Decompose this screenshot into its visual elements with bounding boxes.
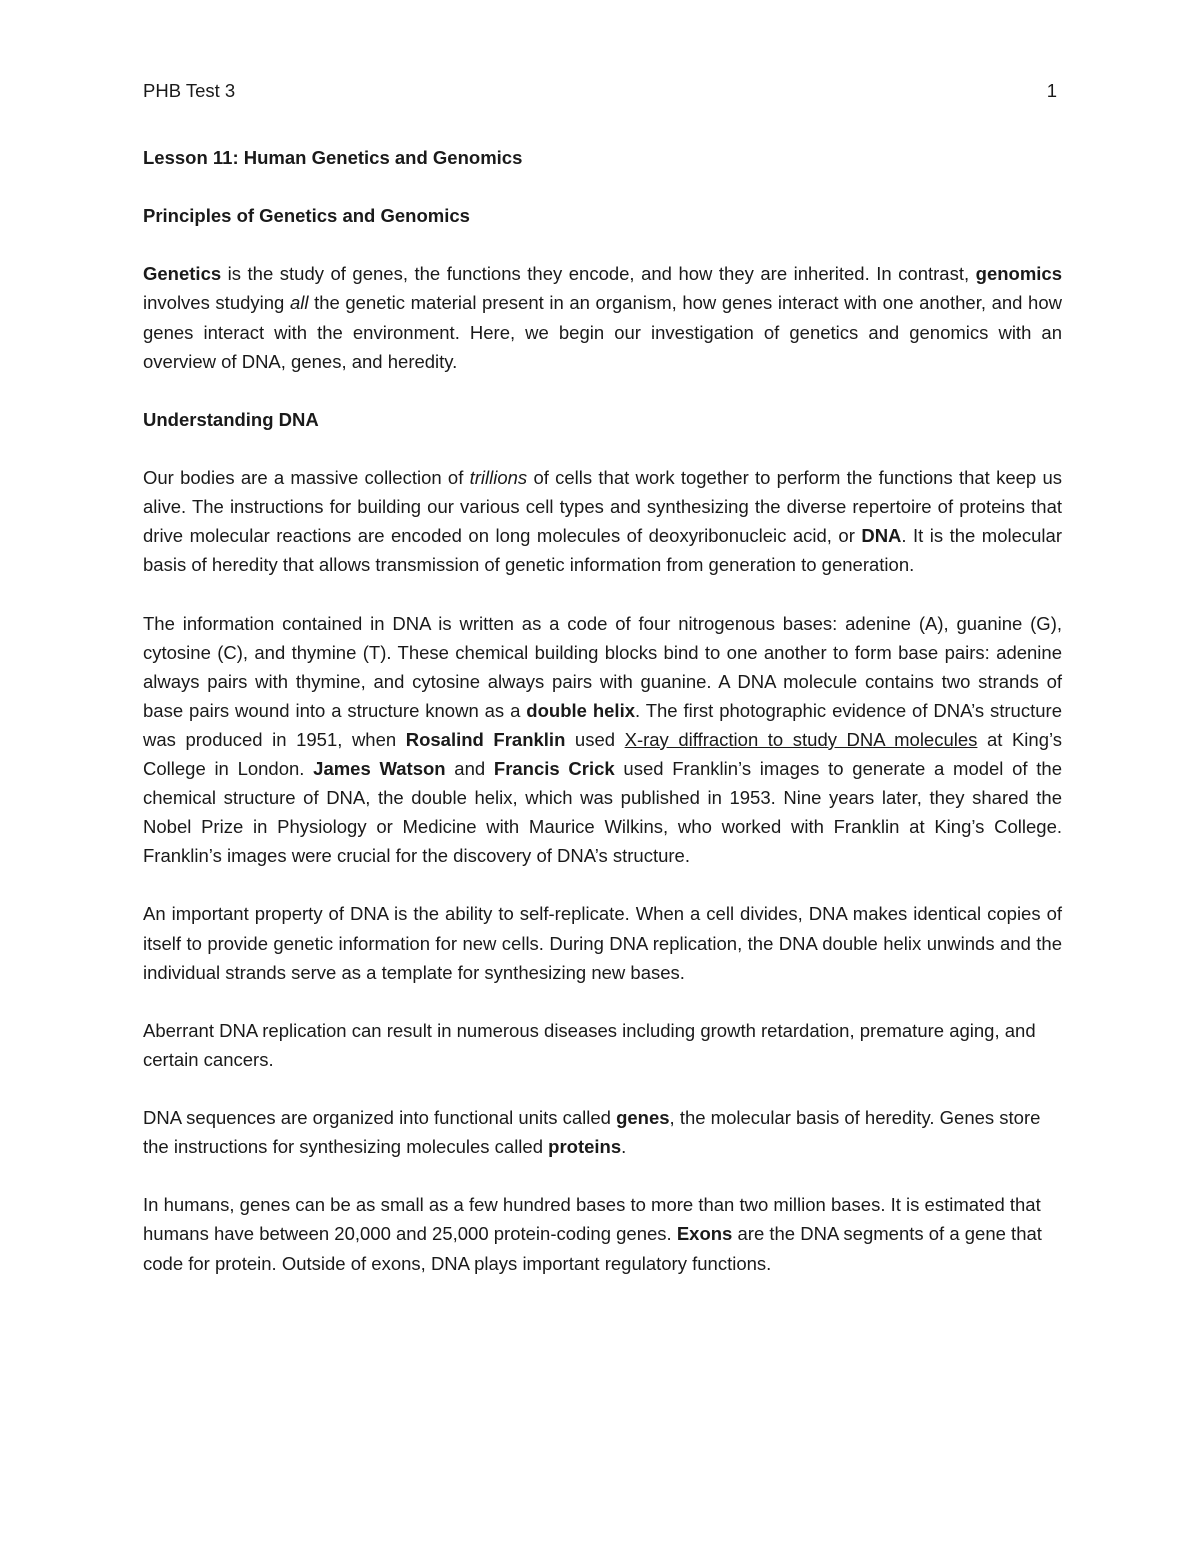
- paragraph-self-replication: An important property of DNA is the ability to self-replicate. When a cell divides, DNA makes identical copies of itself to provide genetic information for new cells. During DNA replication, the DNA double helix unwinds and the individual strands serve as a template for synthesizing new bases.: [143, 903, 1062, 983]
- term-genes: genes: [616, 1107, 670, 1129]
- paragraph-exons: In humans, genes can be as small as a few hundred bases to more than two million bases. It is estimated that humans have between 20,000 and 25,000 protein-coding genes. Exons are the DNA segments of a gene that code for protein. Outside of exons, DNA plays important regulatory functions.: [143, 1194, 1042, 1274]
- link-xray-diffraction[interactable]: X-ray diffraction to study DNA molecules: [624, 728, 978, 750]
- emphasis-all: all: [289, 292, 309, 314]
- section-heading-principles: Principles of Genetics and Genomics: [143, 205, 470, 227]
- document-body: [143, 143, 1062, 1307]
- name-francis-crick: Francis Crick: [493, 757, 615, 779]
- term-genomics: genomics: [975, 263, 1062, 285]
- term-dna: DNA: [861, 525, 902, 547]
- paragraph-genes: DNA sequences are organized into functional units called genes, the molecular basis of heredity. Genes store the instructions for synthesizing molecules called proteins.: [143, 1107, 1041, 1158]
- paragraph-dna-intro: Our bodies are a massive collection of trillions of cells that work together to perform the functions that keep us alive. The instructions for building our various cell types and synthesizing the diverse repertoire of proteins that drive molecular reactions are encoded on long molecules of deoxyribonucleic acid, or DNA. It is the molecular basis of heredity that allows transmission of genetic information from generation to generation.: [143, 467, 1062, 576]
- term-proteins: proteins: [548, 1136, 622, 1158]
- page-number: 1: [1046, 80, 1057, 101]
- paragraph-genetics-definition: Genetics is the study of genes, the functions they encode, and how they are inherited. In contrast, genomics involves studying all the genetic material present in an organism, how genes interact with one another, and how genes interact with the environment. Here, we begin our investigation of genetics and genomics with an overview of DNA, genes, and heredity.: [143, 263, 1062, 372]
- emphasis-trillions: trillions: [469, 467, 528, 489]
- paragraph-dna-structure: The information contained in DNA is written as a code of four nitrogenous bases: adenine (A), guanine (G), cytosine (C), and thymine (T). These chemical building blocks bind to one another to form base pairs: adenine always pairs with thymine, and cytosine always pairs with guanine. A DNA molecule contains two strands of base pairs wound into a structure known as a double helix. The first photographic evidence of DNA’s structure was produced in 1951, when Rosalind Franklin used X-ray diffraction to study DNA molecules at King’s College in London. James Watson and Francis Crick used Franklin’s images to generate a model of the chemical structure of DNA, the double helix, which was published in 1953. Nine years later, they shared the Nobel Prize in Physiology or Medicine with Maurice Wilkins, who worked with Franklin at King’s College. Franklin’s images were crucial for the discovery of DNA’s structure.: [143, 612, 1063, 867]
- header-title: PHB Test 3: [143, 80, 236, 101]
- name-rosalind-franklin: Rosalind Franklin: [405, 728, 566, 750]
- lesson-title: Lesson 11: Human Genetics and Genomics: [143, 147, 523, 168]
- running-header: [143, 78, 1057, 104]
- term-exons: Exons: [676, 1223, 733, 1245]
- term-double-helix: double helix: [526, 699, 635, 721]
- name-james-watson: James Watson: [313, 757, 446, 779]
- term-genetics: Genetics: [143, 263, 222, 285]
- paragraph-aberrant-replication: Aberrant DNA replication can result in numerous diseases including growth retardation, premature aging, and certain cancers.: [143, 1019, 1036, 1070]
- section-heading-understanding-dna: Understanding DNA: [143, 408, 319, 430]
